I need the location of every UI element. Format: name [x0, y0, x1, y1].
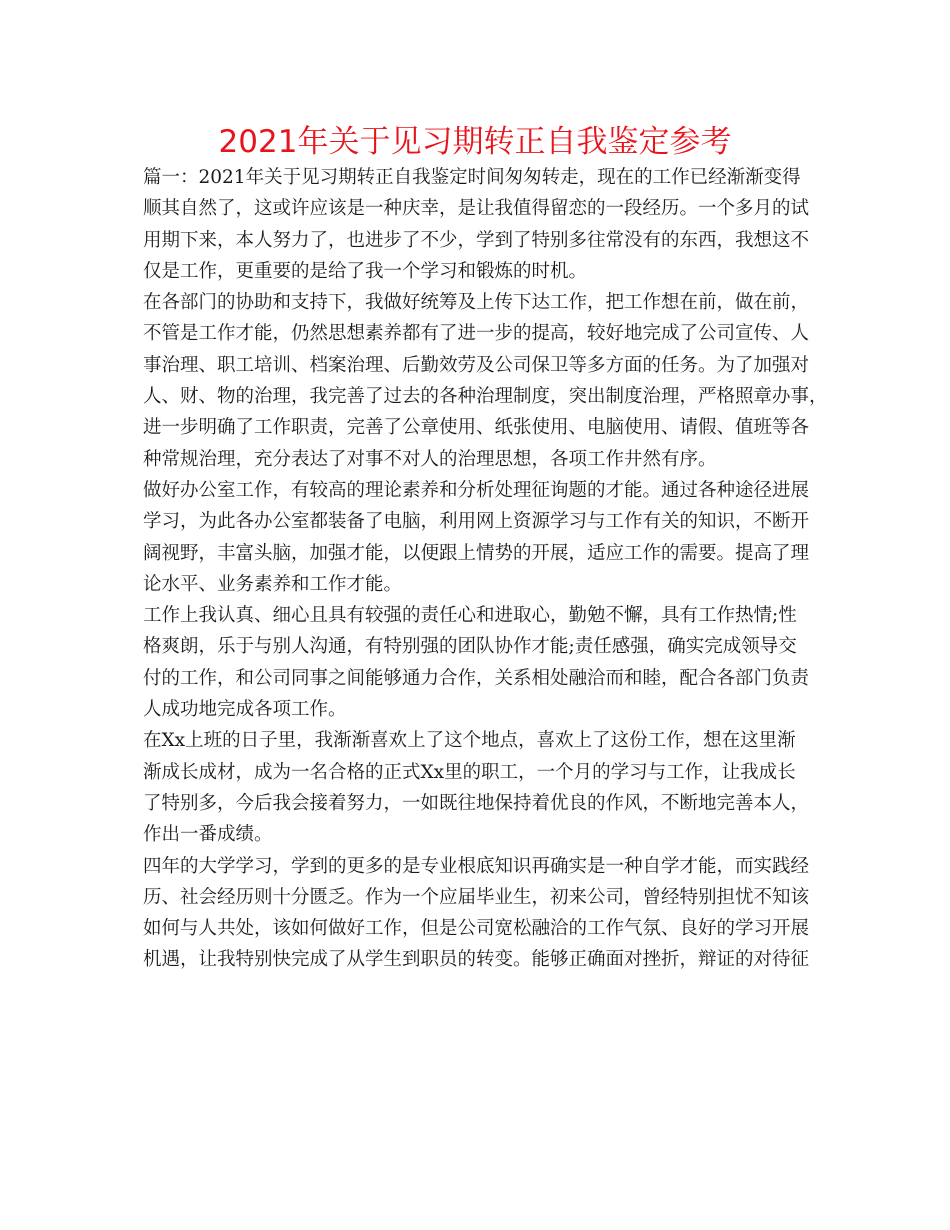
text-line: 付的工作，和公司同事之间能够通力合作，关系相处融洽而和睦，配合各部门负责	[143, 667, 810, 689]
text-line: 做好办公室工作，有较高的理论素养和分析处理征询题的才能。通过各种途径进展	[143, 479, 810, 501]
text-line: 四年的大学学习，学到的更多的是专业根底知识再确实是一种自学才能，而实践经	[143, 855, 810, 877]
text-line: 在Xx上班的日子里，我渐渐喜欢上了这个地点，喜欢上了这份工作，想在这里渐	[143, 730, 796, 752]
document-title: 2021年关于见习期转正自我鉴定参考	[218, 124, 732, 160]
text-line: 顺其自然了，这或许应该是一种庆幸，是让我值得留恋的一段经历。一个多月的试	[143, 198, 810, 220]
text-line: 在各部门的协助和支持下，我做好统筹及上传下达工作，把工作想在前，做在前，	[143, 292, 810, 314]
text-line: 工作上我认真、细心且具有较强的责任心和进取心，勤勉不懈，具有工作热情;性	[143, 605, 797, 627]
text-line: 篇一：2021年关于见习期转正自我鉴定时间匆匆转走，现在的工作已经渐渐变得	[143, 167, 801, 188]
text-line: 仅是工作，更重要的是给了我一个学习和锻炼的时机。	[143, 260, 588, 282]
text-line: 用期下来，本人努力了，也进步了不少，学到了特别多往常没有的东西，我想这不	[143, 229, 810, 251]
text-line: 渐成长成材，成为一名合格的正式Xx里的职工，一个月的学习与工作，让我成长	[143, 761, 796, 783]
text-line: 进一步明确了工作职责，完善了公章使用、纸张使用、电脑使用、请假、值班等各	[143, 417, 810, 439]
text-line: 历、社会经历则十分匮乏。作为一个应届毕业生，初来公司，曾经特别担忧不知该	[143, 886, 810, 908]
text-line: 不管是工作才能，仍然思想素养都有了进一步的提高，较好地完成了公司宣传、人	[143, 323, 810, 345]
text-line: 了特别多，今后我会接着努力，一如既往地保持着优良的作风，不断地完善本人，	[143, 792, 810, 814]
text-line: 作出一番成绩。	[143, 824, 273, 846]
text-line: 机遇，让我特别快完成了从学生到职员的转变。能够正确面对挫折，辩证的对待征	[143, 949, 810, 971]
text-line: 人、财、物的治理，我完善了过去的各种治理制度，突出制度治理，严格照章办事，	[143, 386, 828, 408]
text-line: 学习，为此各办公室都装备了电脑，利用网上资源学习与工作有关的知识，不断开	[143, 511, 810, 533]
text-line: 格爽朗，乐于与别人沟通，有特别强的团队协作才能;责任感强，确实完成领导交	[143, 636, 797, 658]
text-line: 如何与人共处，该如何做好工作，但是公司宽松融洽的工作气氛、良好的学习开展	[143, 918, 810, 940]
text-line: 人成功地完成各项工作。	[143, 699, 347, 721]
text-line: 阔视野，丰富头脑，加强才能，以便跟上情势的开展，适应工作的需要。提高了理	[143, 542, 810, 564]
text-line: 论水平、业务素养和工作才能。	[143, 573, 403, 595]
text-line: 事治理、职工培训、档案治理、后勤效劳及公司保卫等多方面的任务。为了加强对	[143, 354, 810, 376]
document-body	[143, 162, 828, 976]
text-line: 种常规治理，充分表达了对事不对人的治理思想，各项工作井然有序。	[143, 448, 717, 470]
